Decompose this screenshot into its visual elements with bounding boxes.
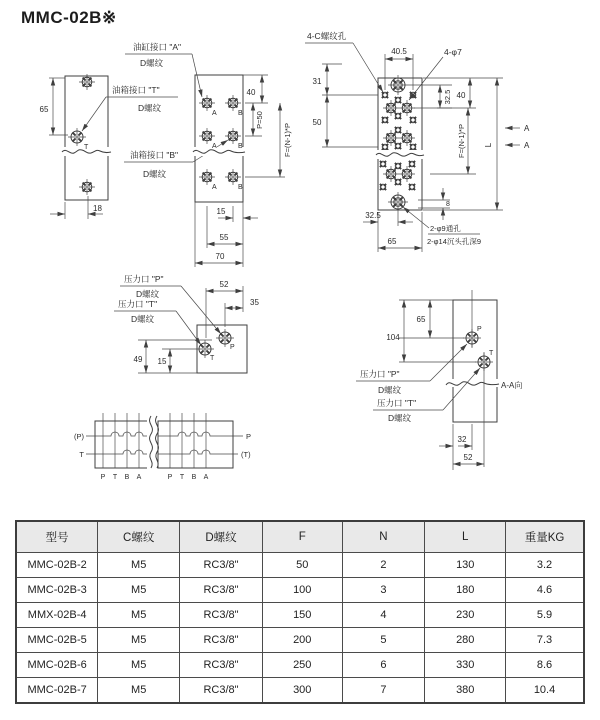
dim-40-label: 40 — [246, 88, 256, 97]
cell-model: MMX-02B-4 — [16, 603, 98, 628]
port-callouts — [82, 42, 228, 179]
port-p-mark: P — [230, 344, 235, 351]
circuit-port-letter: P — [167, 474, 173, 481]
cell: 250 — [262, 653, 342, 678]
circuit-port-letter: B — [124, 474, 130, 481]
label-cylinder-port-a: 油缸接口 "A" — [133, 42, 182, 52]
cell: 300 — [262, 678, 342, 704]
cell: 200 — [262, 628, 342, 653]
col-header-l: L — [425, 521, 506, 553]
cell-model: MMC-02B-6 — [16, 653, 98, 678]
cell: RC3/8" — [180, 653, 263, 678]
col-header-n: N — [342, 521, 425, 553]
view-circuit — [74, 413, 251, 481]
label-pressure-port-t: 压力口 "T" — [118, 299, 158, 309]
cell: 4 — [342, 603, 425, 628]
table-row — [16, 678, 584, 704]
dim-sec-32-52 — [439, 424, 484, 470]
cell: 330 — [425, 653, 506, 678]
port-a-mark: A — [212, 184, 217, 191]
dim-50-label: 50 — [312, 118, 322, 127]
port-b-mark: B — [238, 110, 243, 117]
dim-325a-label: 32.5 — [443, 89, 452, 105]
cell-model: MMC-02B-7 — [16, 678, 98, 704]
cell: 3.2 — [506, 553, 584, 578]
cell: M5 — [98, 653, 180, 678]
circuit-port-letter: T — [112, 474, 118, 481]
cell: 6 — [342, 653, 425, 678]
table-row — [16, 628, 584, 653]
port-a-mark: A — [212, 143, 217, 150]
dim-top-31-50 — [313, 64, 378, 147]
cell: 230 — [425, 603, 506, 628]
circuit-port-letter: B — [191, 474, 197, 481]
circuit-right-block — [158, 421, 233, 468]
col-header-f: F — [262, 521, 342, 553]
col-header-d-thread: D螺纹 — [180, 521, 263, 553]
cell: 3 — [342, 578, 425, 603]
table-row — [16, 553, 584, 578]
label-pressure-port-t: 压力口 "T" — [377, 398, 417, 408]
cell: M5 — [98, 628, 180, 653]
dim-front-40 — [243, 75, 268, 103]
port-a-mark: A — [212, 110, 217, 117]
cell-model: MMC-02B-5 — [16, 628, 98, 653]
cell: M5 — [98, 678, 180, 704]
section-a-label: A — [524, 124, 530, 133]
cell: 10.4 — [506, 678, 584, 704]
section-view-label: A-A向 — [501, 381, 523, 390]
label-pressure-port-p: 压力口 "P" — [360, 369, 400, 379]
cell: M5 — [98, 553, 180, 578]
cell: 7.3 — [506, 628, 584, 653]
dim-side-height — [40, 78, 68, 135]
table-row — [16, 653, 584, 678]
cell: 100 — [262, 578, 342, 603]
dim-32-label: 32 — [457, 435, 467, 444]
cell: 130 — [425, 553, 506, 578]
cell: RC3/8" — [180, 678, 263, 704]
cell: 8.6 — [506, 653, 584, 678]
dim-side-width — [50, 196, 103, 219]
cell-model: MMC-02B-3 — [16, 578, 98, 603]
table-row — [16, 603, 584, 628]
cell: RC3/8" — [180, 553, 263, 578]
dim-31-label: 31 — [312, 77, 322, 86]
dim-35-label: 35 — [250, 298, 259, 307]
cell: 7 — [342, 678, 425, 704]
circuit-port-letter: P — [100, 474, 106, 481]
dim-top-8 — [418, 188, 450, 220]
section-a-label: A — [524, 141, 530, 150]
port-b-mark: B — [238, 143, 243, 150]
dim-top-40 — [423, 78, 503, 108]
label-thread-p: D螺纹 — [378, 385, 402, 395]
cell: M5 — [98, 603, 180, 628]
label-thread-a: D螺纹 — [140, 58, 164, 68]
col-header-model: 型号 — [16, 521, 98, 553]
cell: 5 — [342, 628, 425, 653]
label-thread-t: D螺纹 — [131, 314, 155, 324]
label-pressure-port-p: 压力口 "P" — [124, 274, 164, 284]
cell: 150 — [262, 603, 342, 628]
circuit-left-p-label: (P) — [74, 432, 84, 441]
dim-top-f — [430, 108, 476, 174]
dim-top-405 — [385, 47, 413, 90]
view-pt — [114, 274, 259, 373]
label-tank-port-t: 油箱接口 "T" — [112, 85, 160, 95]
label-thread-t: D螺纹 — [388, 413, 412, 423]
cell: RC3/8" — [180, 578, 263, 603]
circuit-left-t-label: T — [79, 450, 84, 459]
cell: M5 — [98, 578, 180, 603]
section-arrows — [505, 124, 530, 150]
label-thread-p: D螺纹 — [136, 289, 160, 299]
dim-325b-label: 32.5 — [365, 211, 381, 220]
counterbore-callout — [403, 207, 481, 246]
table-header-row — [16, 521, 584, 553]
dim-55-label: 55 — [219, 233, 229, 242]
dim-40-label: 40 — [456, 91, 466, 100]
dim-52-label: 52 — [219, 280, 229, 289]
dim-52-label: 52 — [463, 453, 473, 462]
dim-front-bottom — [195, 202, 258, 267]
label-2-dia14: 2-φ14沉头孔深9 — [427, 237, 482, 246]
label-4c-thread-holes: 4-C螺纹孔 — [307, 31, 347, 41]
view-side — [40, 74, 111, 219]
dim-15-label: 15 — [157, 357, 167, 366]
cell: 180 — [425, 578, 506, 603]
spec-table — [15, 520, 585, 704]
label-tank-port-b: 油箱接口 "B" — [130, 150, 179, 160]
cell: 380 — [425, 678, 506, 704]
dim-l-label: L — [484, 142, 493, 148]
dim-15-label: 15 — [216, 207, 226, 216]
label-thread-b: D螺纹 — [143, 169, 167, 179]
col-header-c-thread: C螺纹 — [98, 521, 180, 553]
circuit-port-letter: A — [136, 474, 142, 481]
view-top — [305, 31, 530, 252]
cell-model: MMC-02B-2 — [16, 553, 98, 578]
label-4-dia7: 4-φ7 — [444, 47, 462, 57]
cell: 280 — [425, 628, 506, 653]
dim-front-p50 — [245, 103, 264, 136]
dim-f-label: F=(N-1)*P — [283, 123, 292, 157]
dim-sec-65-104 — [386, 300, 476, 362]
cell: 4.6 — [506, 578, 584, 603]
port-b-mark: B — [238, 184, 243, 191]
dim-65-label: 65 — [416, 315, 426, 324]
port-t-mark: T — [489, 350, 494, 357]
port-t-mark: T — [210, 355, 215, 362]
port-p-mark: P — [477, 326, 482, 333]
port-t-mark: T — [84, 144, 89, 151]
dim-f-label: F=(N-1)*P — [457, 124, 466, 158]
dim-top-bottom — [363, 211, 422, 252]
circuit-port-letter: A — [203, 474, 209, 481]
dim-405-label: 40.5 — [391, 47, 407, 56]
cell: RC3/8" — [180, 603, 263, 628]
label-2-dia9: 2-φ9通孔 — [430, 224, 461, 233]
dim-front-f — [245, 103, 292, 177]
table-row — [16, 578, 584, 603]
view-section — [356, 290, 522, 470]
dim-pt-52-35 — [206, 280, 259, 338]
dim-65-label: 65 — [39, 105, 49, 114]
dim-49-label: 49 — [133, 355, 143, 364]
label-thread-t: D螺纹 — [138, 103, 162, 113]
dim-18-label: 18 — [93, 204, 102, 213]
dim-70-label: 70 — [215, 252, 225, 261]
cell: 50 — [262, 553, 342, 578]
page-title: MMC-02B※ — [21, 8, 117, 27]
dim-8-label: 8 — [446, 201, 450, 208]
cell: 5.9 — [506, 603, 584, 628]
cell: 2 — [342, 553, 425, 578]
col-header-weight: 重量KG — [506, 521, 584, 553]
dim-p50-label: P=50 — [255, 111, 264, 129]
dim-104-label: 104 — [386, 333, 400, 342]
circuit-port-letter: T — [179, 474, 185, 481]
circuit-right-t-label: (T) — [241, 450, 251, 459]
view-front — [193, 75, 292, 267]
dim-65-label: 65 — [387, 237, 397, 246]
cell: RC3/8" — [180, 628, 263, 653]
circuit-right-p-label: P — [246, 432, 252, 441]
